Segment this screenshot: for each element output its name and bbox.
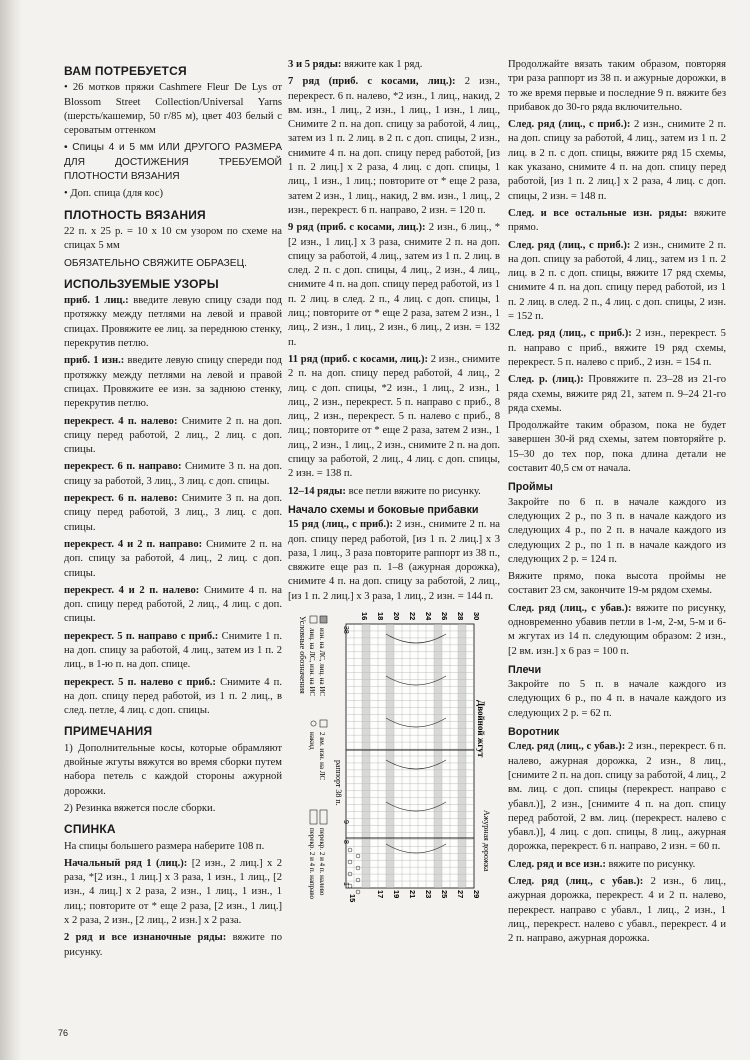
row-term: След. р. (лиц.): (508, 374, 584, 386)
pattern-entry (64, 676, 282, 719)
row-number: 23 (424, 889, 433, 899)
row-instruction (288, 353, 500, 482)
pattern-term: перекрест. 4 п. налево: (64, 415, 178, 427)
row-term: 11 ряд (приб. с косами, лиц.): (288, 353, 429, 365)
note-item: 1) Дополнительные косы, которые обрамляют двойные жгуты вяжутся во время сборки путем набора петель с каждой стороны ажурной дорожки. (64, 742, 282, 797)
legend-p2tog-icon (320, 720, 327, 727)
row-instruction (508, 858, 726, 872)
row-number: 29 (472, 889, 481, 899)
row-text: 2 изн., снимите 2 п. на доп. спицу перед работой, 4 лиц., 2 лиц. с доп. спицы, *2 изн., 1 лиц., 2 изн., 1 лиц., 2 изн., перекрест. 5 п. направо с приб., 8 лиц., 2 изн., перекрест. 5 п. налево с приб., 8 лиц.; повторите от * еще 2 раза, затем 2 изн., 1 лиц., 2 изн., 1 лиц., 2 изн., снимите 2 п. на доп. спицу за работой, 2 лиц., 4 лиц. с доп. спицы, 2 изн. = 138 п. (288, 353, 500, 480)
pattern-text: введите левую спицу спереди под протяжку между петлями на левой и правой спицах. Провяжите ее изн. за заднюю стенку, перекрутив петлю. (64, 355, 283, 410)
row-instruction (288, 518, 500, 604)
row-term: След. ряд (лиц., с убав.): (508, 741, 626, 753)
gauge-warning: ОБЯЗАТЕЛЬНО СВЯЖИТЕ ОБРАЗЕЦ. (64, 257, 247, 269)
row-term: 2 ряд и все изнаночные ряды: (64, 932, 227, 944)
chart-grid (346, 624, 474, 894)
back-row (64, 857, 282, 928)
stitch-number: 1 (342, 881, 349, 886)
pattern-text: Снимите 1 п. на доп. спицу за работой, 4 лиц., затем из 1 п. 2 лиц., в 1-ю п. на доп. спице. (64, 630, 282, 671)
row-text: вяжите по рисунку. (64, 932, 282, 958)
pattern-term: приб. 1 изн.: (64, 355, 125, 367)
purl-column (362, 624, 370, 888)
row-number: 26 (440, 611, 449, 621)
armholes-heading: Проймы (508, 481, 553, 494)
row-text: 2 изн., снимите 2 п. на доп. спицу за работой, 4 лиц., затем из 1 п. 2 лиц. в 2 п. с доп. спицы, вяжите ряд 15 схемы, как указано, снимите 4 п. на доп. спицу перед работой, [из 1 п. 2 лиц.] x 2 раза, 4 лиц. с доп. спицы, 2 изн. = 148 п. (508, 119, 726, 202)
row-instruction (508, 239, 726, 325)
row-number: 16 (360, 611, 369, 621)
row-term: След. ряд (лиц., с приб.): (508, 328, 632, 340)
needs-item: • Доп. спица (для кос) (64, 188, 164, 200)
row-text: Провяжите п. 23–28 из 21-го ряда схемы, вяжите ряд 21, затем п. 9–24 21-го ряда схемы. (508, 374, 727, 414)
row-number: 28 (456, 611, 465, 621)
pattern-entry (64, 294, 282, 351)
pattern-term: приб. 1 лиц.: (64, 295, 129, 307)
row-number: 20 (392, 611, 401, 621)
row-text: [2 изн., 2 лиц.] x 2 раза, *[2 изн., 1 лиц.] x 3 раза, 1 изн., 1 лиц., [2 изн., 4 лиц.] x 2 раза, 2 изн., 1 лиц., 1 изн., 1 лиц.; повторите от * еще 2 раза, [2 изн., 1 лиц.] x 2 раза, 2 изн., [2 лиц., 2 изн.] x 2 раза. (64, 857, 282, 927)
pattern-text: Снимите 3 п. на доп. спицу перед работой, 3 лиц., 3 лиц. с доп. спицы. (64, 493, 283, 533)
pattern-term: перекрест. 4 и 2 п. налево: (64, 584, 200, 596)
row-text: 2 изн., снимите 2 п. на доп. спицу за работой, 4 лиц., затем из 1 п. 2 лиц. в 2 п. с доп. спицы, вяжите 17 ряд схемы, снимите 4 п. на доп. спицу перед работой, из 1 п. 2 лиц. в след. 2 п., 4 лиц. с доп. спицы, 2 изн. = 152 п. (508, 239, 726, 323)
row-instruction (508, 602, 726, 659)
row-text: 2 изн., перекрест. 5 п. направо с приб., вяжите 19 ряд схемы, перекрест. 5 п. налево с приб., 2 изн. = 154 п. (508, 328, 726, 368)
row-term: След. ряд и все изн.: (508, 858, 606, 870)
gauge-heading: ПЛОТНОСТЬ ВЯЗАНИЯ (64, 207, 206, 222)
intro-text: Продолжайте вязать таким образом, повторяя три раза раппорт из 38 п. и ажурные дорожки, в то же время первые и последние 9 п. вяжите без прибавок до 30-го ряда включительно. (508, 59, 726, 113)
row-term: 15 ряд (лиц., с приб.): (288, 519, 394, 531)
row-number: 24 (424, 611, 433, 621)
shoulders-heading: Плечи (508, 663, 542, 676)
pattern-entry (64, 584, 282, 627)
pattern-term: перекрест. 5 п. налево с приб.: (64, 676, 216, 688)
pattern-entry (64, 415, 282, 458)
legend-swatch-knit (310, 616, 317, 623)
page-gutter (0, 0, 22, 1060)
legend-item: изн. на ЛС, лиц. на ИС (318, 627, 326, 697)
row-term: След. ряд (лиц., с убав.): (508, 602, 632, 614)
row-instruction (508, 740, 726, 854)
legend-item: накид (308, 731, 316, 750)
row-text: вяжите по рисунку. (605, 858, 696, 870)
double-cable-label: Двойной жгут (476, 699, 486, 758)
stitch-number: 38 (342, 625, 349, 634)
pattern-term: перекрест. 6 п. налево: (64, 493, 178, 505)
row-text: вяжите как 1 ряд. (341, 59, 423, 70)
patterns-heading: ИСПОЛЬЗУЕМЫЕ УЗОРЫ (64, 276, 219, 291)
pattern-term: перекрест. 5 п. направо с приб.: (64, 630, 219, 642)
column-3 (508, 58, 726, 950)
patterns-list (64, 294, 282, 718)
row-term: След. ряд (лиц., с убав.): (508, 876, 644, 888)
armholes-text: Вяжите прямо, пока высота проймы не составит 23 см, закончите 19-м рядом схемы. (508, 571, 726, 597)
purl-column (386, 624, 394, 888)
legend-title: Условные обозначения (298, 615, 307, 694)
row-instruction (508, 875, 726, 946)
row-number: 21 (408, 889, 417, 899)
armholes-text: Закройте по 6 п. в начале каждого из следующих 2 р., по 3 п. в начале каждого из следующих 4 р., по 2 п. в начале каждого из следующих 2 р., по 1 п. в начале каждого из следующих 2 р. = 124 п. (508, 496, 726, 565)
row-instruction (508, 118, 726, 204)
page-number: 76 (58, 1028, 69, 1038)
column-2 (288, 58, 500, 910)
chart-legend (298, 616, 327, 899)
needs-item: • 26 мотков пряжи Cashmere Fleur De Lys от Blossom Street Collection/Universal Yarns (шерсть/кашемир, 50 г/85 м), цвет 403 белый с сероватым оттенком (64, 82, 282, 137)
purl-column (458, 624, 466, 888)
row-number: 22 (408, 611, 417, 621)
row-instruction (508, 373, 726, 416)
legend-item: лиц. на ЛС, изн. на ИС (308, 627, 316, 697)
pattern-entry (64, 630, 282, 673)
shoulders-text: Закройте по 5 п. в начале каждого из следующих 6 р., по 4 п. в начале каждого из следующих 2 р. = 62 п. (508, 679, 726, 719)
legend-cable-left-icon (320, 810, 327, 824)
row-text: 2 изн., 6 лиц., ажурная дорожка, перекрест. 4 и 2 п. налево, перекрест. направо с убавл., 1 лиц., 2 изн., 1 лиц., перекрест. налево с убавл., перекрест. 4 и 2 п. направо, ажурная дорожка. (508, 876, 726, 945)
pattern-text: Снимите 2 п. на доп. спицу перед работой, 2 лиц., 2 лиц. с доп. спицы. (64, 415, 283, 456)
repeat-label: раппорт 38 п. (334, 759, 343, 806)
row-number: 18 (376, 611, 385, 621)
gauge-text: 22 п. x 25 р. = 10 x 10 см узором по схеме на спицах 5 мм (64, 225, 282, 252)
legend-item: перекр. 2 и 4 п. направо (308, 827, 316, 899)
note-item: 2) Резинка вяжется после сборки. (64, 802, 216, 814)
row-text: 2 изн., перекрест. 6 п. налево, *2 изн., 1 лиц., накид, 2 вм. изн., 1 лиц., 2 изн., 1 лиц., 1 изн., 1 лиц., Снимите 2 п. на доп. спицу за работой, 4 лиц., затем из 1 п. 2 лиц. в 2 п. с доп. спицы, 2 изн., снимите 4 п. на доп. спицу перед работой, [из 1 п. 2 лиц.] x 2 раза, 4 лиц. с доп. спицы, 1 лиц., 1 изн., 1 лиц.; повторите от * еще 2 раза, затем 2 изн., 1 лиц., накид, 2 вм. изн., 1 лиц., 2 изн., перекрест. 6 п. направо, 2 изн. = 120 п. (288, 76, 500, 216)
pattern-text: Снимите 4 п. на доп. спицу перед работой, из 1 п. 2 лиц., в след. петле, 4 лиц. с доп. спицы. (64, 676, 283, 717)
legend-yo-icon (311, 721, 316, 726)
row-instruction (288, 221, 500, 350)
row-term: След. и все остальные изн. ряды: (508, 207, 688, 219)
pattern-text: Снимите 3 п. на доп. спицу за работой, 3 лиц., 3 лиц. с доп. спицы. (64, 461, 282, 487)
legend-cable-right-icon (310, 810, 317, 824)
row-term: След. ряд (лиц., с приб.): (508, 239, 631, 251)
back-row (64, 931, 282, 960)
column-1 (64, 58, 282, 963)
row-instruction (288, 75, 500, 218)
row-term: След. ряд (лиц., с приб.): (508, 119, 631, 131)
start-row-label: 15 (348, 893, 357, 903)
row-number: 30 (472, 611, 481, 621)
row-number: 17 (376, 889, 385, 899)
pattern-entry (64, 492, 282, 535)
knitting-chart-svg (288, 610, 500, 910)
row-number: 25 (440, 889, 449, 899)
row-term: 3 и 5 ряды: (288, 59, 342, 70)
row-instruction (288, 485, 500, 499)
row-text: 2 изн., снимите 2 п. на доп. спицу перед работой, [из 1 п. 2 лиц.] x 3 раза, 1 лиц., 3 раза повторите раппорт из 38 п., свяжите еще раз п. 1–8 (ажурная дорожка), снимите 4 п. на доп. спицу за работой, 2 лиц., [из 1 п. 2 лиц.] x 3 раза, 1 лиц., 2 изн. = 144 п. (288, 519, 500, 602)
pattern-term: перекрест. 6 п. направо: (64, 461, 182, 473)
back-heading: СПИНКА (64, 822, 116, 837)
legend-swatch-purl (320, 616, 327, 623)
row-text: 2 изн., 6 лиц., *[2 изн., 1 лиц.] x 3 раза, снимите 2 п. на доп. спицу за работой, 4 лиц., затем из 1 п. 2 лиц. в след. 2 п. с доп. спицы, 4 лиц., 2 изн., 4 лиц., снимите 4 п. на доп. спицу перед работой, из 1 п. 2 лиц. в след. 2 п., 4 лиц. с доп. спицы, 1 лиц.; повторите от * еще 2 раза, затем 2 изн., 1 лиц., 2 изн., 1 лиц., 2 изн., 6 лиц., 2 изн. = 132 п. (288, 222, 500, 348)
legend-item: 2 вм. изн. на ЛС (318, 731, 326, 781)
row-instruction (508, 207, 726, 236)
row-text: вяжите по рисунку, одновременно убавив петли в 1-м, 2-м, 5-м и 6-м жгутах из 14 п. следующим образом: 2 изн., [2 вм. изн.] x 6 раз = 100 п. (508, 602, 727, 657)
row-term: Начальный ряд 1 (лиц.): (64, 857, 188, 869)
pattern-entry (64, 354, 282, 411)
row-term: 9 ряд (приб. с косами, лиц.): (288, 222, 426, 234)
row-number: 27 (456, 889, 465, 899)
legend-item: перекр. 2 и 4 п. налево (318, 827, 326, 896)
lace-path-label: Ажурная дорожка (482, 809, 491, 872)
stitch-number: 8 (342, 839, 349, 844)
row-instruction (508, 327, 726, 370)
needs-heading: ВАМ ПОТРЕБУЕТСЯ (64, 64, 187, 78)
collar-heading: Воротник (508, 726, 560, 739)
chart-subheading: Начало схемы и боковые прибавки (288, 503, 479, 516)
row-text: все петли вяжите по рисунку. (345, 485, 481, 497)
pattern-text: Снимите 4 п. на доп. спицу перед работой, 2 лиц., 4 лиц. с доп. спицы. (64, 584, 282, 625)
needs-item: • Спицы 4 и 5 мм ИЛИ ДРУГОГО РАЗМЕРА ДЛЯ ДОСТИЖЕНИЯ ТРЕБУЕМОЙ ПЛОТНОСТИ ВЯЗАНИЯ (64, 142, 282, 183)
row-term: 7 ряд (приб. с косами, лиц.): (288, 76, 456, 88)
pattern-text: Снимите 2 п. на доп. спицу за работой, 4 лиц., 2 лиц. с доп. спицы. (64, 538, 282, 579)
stitch-number: 9 (342, 819, 349, 824)
continue-text: Продолжайте таким образом, пока не будет завершен 30-й ряд схемы, затем повторяйте р. 15–30 до тех пор, пока длина детали не составит 40,5 см от начала. (508, 420, 726, 475)
pattern-entry (64, 460, 282, 489)
row-term: 12–14 ряды: (288, 485, 346, 497)
row-number: 19 (392, 889, 401, 899)
notes-heading: ПРИМЕЧАНИЯ (64, 724, 153, 739)
row-text: 2 изн., перекрест. 6 п. налево, ажурная дорожка, 2 изн., 8 лиц., [снимите 2 п. на доп. спицу за работой, 4 лиц., 2 вм. лиц. с доп. спицы (перекрест. направо с убавл.)], 2 изн., [снимите 4 п. на доп. спицу перед работой, 2 вм. лиц. (перекрест. налево с убавл.)], 4 лиц. с доп. спицы, 8 лиц., ажурная дорожка, перекрест. 6 п. направо, 2 изн. = 60 п. (508, 741, 727, 853)
pattern-entry (64, 538, 282, 581)
pattern-text: введите левую спицу сзади под протяжку между петлями на левой и правой спицах. Провяжите ее лиц. за переднюю стенку, перекрутив петлю. (64, 295, 282, 350)
row-text: вяжите прямо. (508, 207, 726, 234)
back-intro: На спицы большего размера наберите 108 п. (64, 840, 265, 852)
pattern-term: перекрест. 4 и 2 п. направо: (64, 538, 203, 550)
knitting-chart (288, 610, 500, 910)
row-instruction (288, 58, 500, 72)
